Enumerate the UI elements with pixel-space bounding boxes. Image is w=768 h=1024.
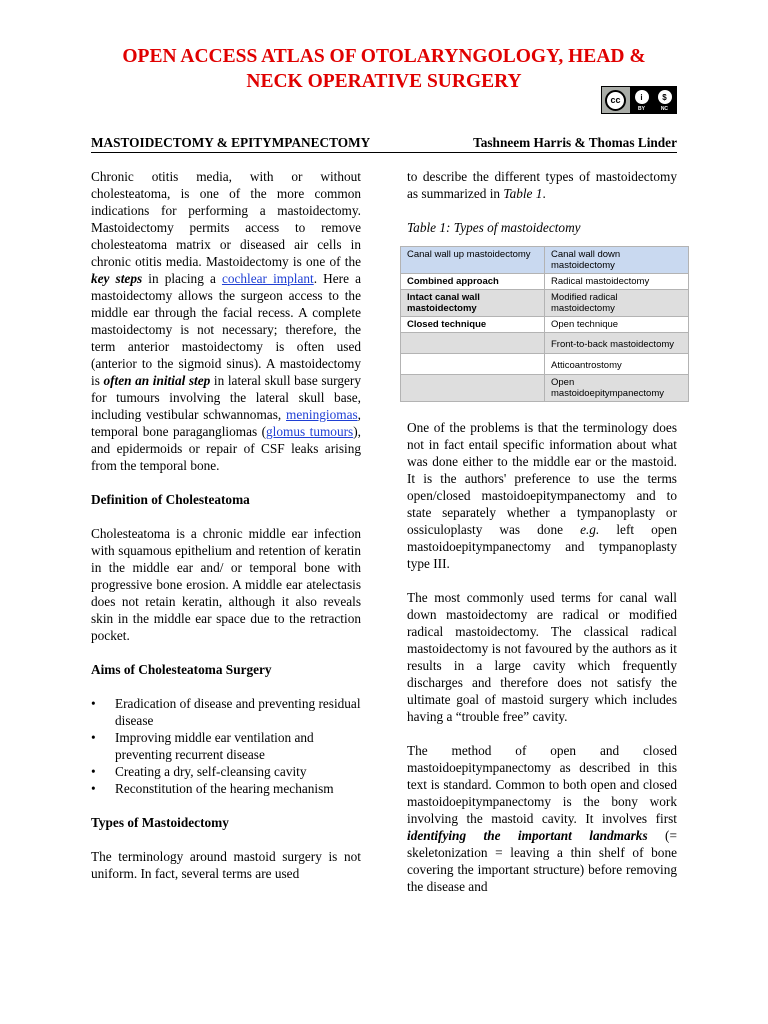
atlas-title-line-1: OPEN ACCESS ATLAS OF OTOLARYNGOLOGY, HEAD & <box>122 46 646 67</box>
chapter-header <box>91 134 677 152</box>
table-cell: Modified radical mastoidectomy <box>545 290 689 317</box>
list-item: • Reconstitution of the hearing mechanism <box>91 780 361 797</box>
emphasis-key-steps: key steps <box>91 271 143 286</box>
cc-license-badge <box>601 86 677 114</box>
table-header-cell: Canal wall up mastoidectomy <box>401 247 545 274</box>
table-cell: Front-to-back mastoidectomy <box>545 333 689 354</box>
table-cell: Radical mastoidectomy <box>545 274 689 290</box>
table-row <box>401 274 689 290</box>
text-run: in placing a <box>142 271 222 286</box>
table-row <box>401 290 689 317</box>
list-item: • Creating a dry, self-cleansing cavity <box>91 763 361 780</box>
table-intro-paragraph <box>407 168 677 202</box>
text-run: left open mastoidoepitympanectomy and tympanoplasty type III. <box>407 522 677 571</box>
text-run: to describe the different types of mastoidectomy as summarized in <box>407 169 677 201</box>
license-terms <box>630 87 676 113</box>
example-abbreviation: e.g. <box>580 522 600 537</box>
table-cell: Intact canal wall mastoidectomy <box>401 290 545 317</box>
text-run: , temporal bone paragangliomas ( <box>91 407 361 439</box>
table-caption: Table 1: Types of mastoidectomy <box>407 220 581 235</box>
open-closed-method-paragraph <box>407 742 677 895</box>
mastoidectomy-types-table <box>400 246 689 402</box>
table-cell <box>401 354 545 375</box>
text-run: . Here a mastoidectomy allows the surgeon access to the middle ear through the facial recess. A complete mastoidectomy is not necessary; therefore, the term anterior mastoidectomy is often used (anterior to the sigmoid sinus). A mastoidectomy is <box>91 271 361 388</box>
aims-heading: Aims of Cholesteatoma Surgery <box>91 662 272 677</box>
license-tags <box>630 106 676 112</box>
terminology-problem-paragraph <box>407 419 677 572</box>
list-item: • Improving middle ear ventilation and preventing recurrent disease <box>91 729 361 763</box>
table-row <box>401 317 689 333</box>
definition-paragraph: Cholesteatoma is a chronic middle ear infection with squamous epithelium and retention of keratin in the middle ear and/ or temporal bone with progressive bone erosion. A middle ear atelectasis does not retain keratin, although it also reveals skin in the middle ear space due to the retraction pocket. <box>91 526 361 643</box>
table-cell: Closed technique <box>401 317 545 333</box>
cochlear-implant-link[interactable]: cochlear implant <box>221 271 314 286</box>
table-row <box>401 354 689 375</box>
table-reference: Table 1 <box>503 186 543 201</box>
types-heading: Types of Mastoidectomy <box>91 815 229 830</box>
text-run: Chronic otitis media, with or without cholesteatoma, is one of the more common indications for performing a mastoidectomy. Mastoidectomy permits access to remove cholesteatoma matrix or diseased air cells in chronic otitis media. Mastoidectomy is one of the <box>91 169 361 269</box>
table-cell: Combined approach <box>401 274 545 290</box>
text-run: The method of open and closed mastoidoepitympanectomy as described in this text is standard. Common to both open and closed mastoidoepitympanectomy is the bony work involving the mastoid cavity. It involves first <box>407 743 677 826</box>
list-item: • Eradication of disease and preventing residual disease <box>91 695 361 729</box>
chapter-authors: Tashneem Harris & Thomas Linder <box>473 135 677 150</box>
attribution-icon: i <box>635 90 649 104</box>
table-header-cell: Canal wall down mastoidectomy <box>545 247 689 274</box>
text-run: ), and epidermoids or repair of CSF leaks arising from the temporal bone. <box>91 424 361 473</box>
table-row <box>401 375 689 402</box>
creative-commons-icon: cc <box>605 90 626 111</box>
license-tag-by: BY <box>637 106 645 112</box>
terminology-paragraph: The terminology around mastoid surgery is not uniform. In fact, several terms are used <box>91 849 361 881</box>
text-run: One of the problems is that the terminology does not in fact entail specific information about what was done either to the middle ear or the mastoid. It is the authors' preference to use the terms open/closed mastoidoepitympanectomy and to state separately whether a tympanoplasty or ossiculoplasty was done <box>407 420 677 537</box>
header-divider <box>91 152 677 153</box>
license-tag-nc: NC <box>660 106 669 112</box>
right-column <box>407 168 677 895</box>
definition-heading: Definition of Cholesteatoma <box>91 492 250 507</box>
glomus-tumours-link[interactable]: glomus tumours <box>266 424 354 439</box>
aims-list <box>91 695 361 797</box>
emphasis-landmarks: identifying the important landmarks <box>407 828 648 843</box>
non-commercial-icon: $ <box>658 90 672 104</box>
left-column <box>91 168 361 882</box>
text-run: (= skeletonization = leaving a thin shelf of bone covering the important structure) before removing the disease and <box>407 828 677 894</box>
text-run: in lateral skull base surgery for tumours involving the lateral skull base, including vestibular schwannomas, <box>91 373 361 422</box>
table-cell: Open technique <box>545 317 689 333</box>
table-row <box>401 333 689 354</box>
table-cell <box>401 375 545 402</box>
canal-wall-down-paragraph: The most commonly used terms for canal wall down mastoidectomy are radical or modified radical mastoidectomy. The classical radical mastoidectomy is not favoured by the authors as it results in a large cavity which frequently discharges and therefore does not satisfy the ultimate goal of mastoid surgery which includes having a “trouble free” cavity. <box>407 590 677 724</box>
text-run: . <box>542 186 546 201</box>
emphasis-initial-step: often an initial step <box>103 373 211 388</box>
meningiomas-link[interactable]: meningiomas <box>286 407 358 422</box>
table-header-row <box>401 247 689 274</box>
table-cell <box>401 333 545 354</box>
intro-paragraph <box>91 168 361 474</box>
atlas-title-line-2: NECK OPERATIVE SURGERY <box>246 71 522 92</box>
chapter-title: MASTOIDECTOMY & EPITYMPANECTOMY <box>91 135 371 150</box>
table-cell: Open mastoidoepitympanectomy <box>545 375 689 402</box>
table-cell: Atticoantrostomy <box>545 354 689 375</box>
